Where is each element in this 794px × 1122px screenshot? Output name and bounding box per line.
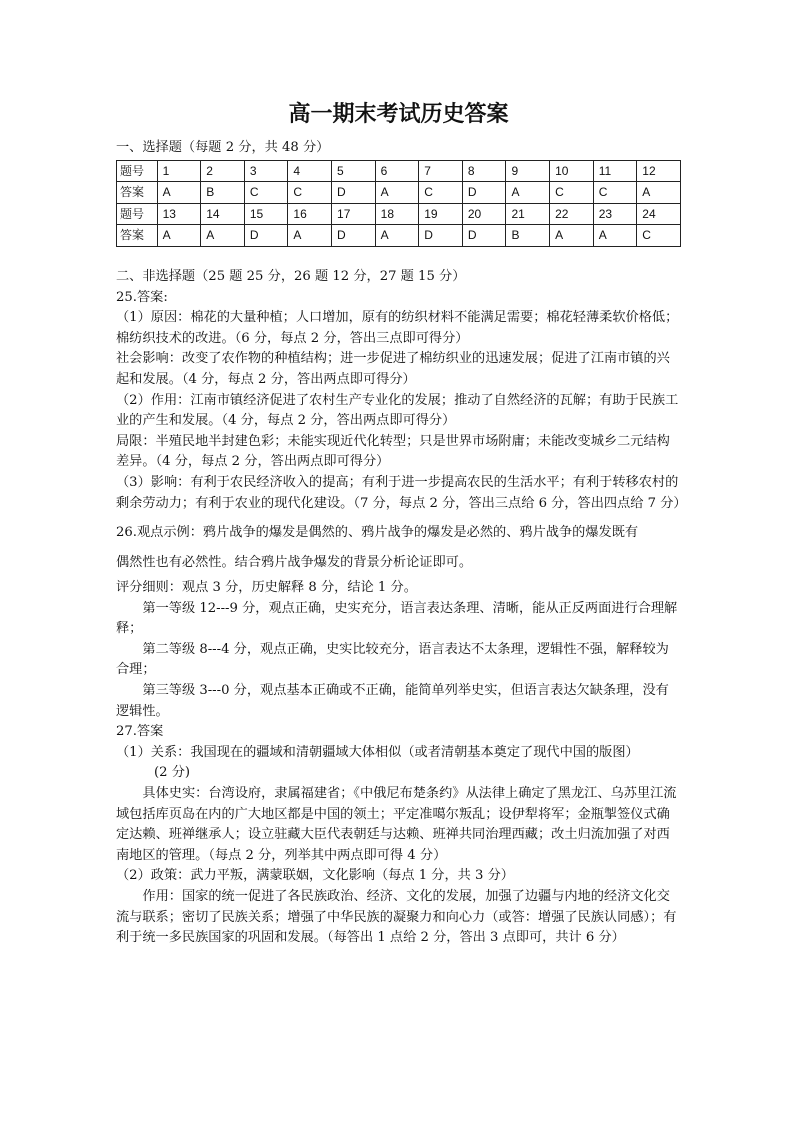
table-cell: A: [593, 225, 637, 247]
table-cell: C: [288, 182, 332, 204]
table-row-questions-1: [117, 160, 681, 182]
table-row-answers-1: [117, 182, 681, 204]
table-cell: 12: [637, 160, 681, 182]
table-cell: 23: [593, 203, 637, 225]
table-cell: D: [244, 225, 288, 247]
table-cell: A: [637, 182, 681, 204]
table-cell: 6: [375, 160, 419, 182]
answer-page: [116, 100, 687, 949]
table-cell: A: [288, 225, 332, 247]
q25-heading: 25.答案:: [116, 289, 168, 305]
table-cell: 18: [375, 203, 419, 225]
table-cell: B: [506, 225, 550, 247]
q26-level-2: 第二等级 8---4 分，观点正确，史实比较充分，语言表达不太条理，逻辑性不强，解释较为合理；: [116, 641, 669, 678]
table-cell: 17: [332, 203, 376, 225]
table-cell: C: [244, 182, 288, 204]
table-cell: B: [201, 182, 245, 204]
table-cell: 2: [201, 160, 245, 182]
row-label-answer: 答案: [117, 182, 158, 204]
table-cell: A: [506, 182, 550, 204]
q26-viewpoint-cont: 偶然性也有必然性。结合鸦片战争爆发的背景分析论证即可。: [116, 555, 473, 571]
table-cell: A: [550, 225, 594, 247]
q26-scoring: 评分细则：观点 3 分，历史解释 8 分，结论 1 分。: [116, 580, 417, 596]
q27-part2-role: 作用：国家的统一促进了各民族政治、经济、文化的发展，加强了边疆与内地的经济文化交流与联系；密切了民族关系；增强了中华民族的凝聚力和向心力（或答：增强了民族认同感）；有利于统一多民族国家的巩固和发展。（每答出 1 点给 2 分，答出 3 点即可，共计 6 分）: [116, 889, 677, 946]
table-cell: 4: [288, 160, 332, 182]
table-cell: 1: [157, 160, 201, 182]
table-cell: A: [157, 225, 201, 247]
table-cell: D: [462, 182, 506, 204]
table-cell: A: [201, 225, 245, 247]
q25-part2-role: （2）作用：江南市镇经济促进了农村生产专业化的发展；推动了自然经济的瓦解；有助于民族工业的产生和发展。（4 分，每点 2 分，答出两点即可得分）: [116, 392, 679, 429]
table-cell: 15: [244, 203, 288, 225]
q27-part1-relation: （1）关系：我国现在的疆域和清朝疆域大体相似（或者清朝基本奠定了现代中国的版图）: [116, 744, 639, 760]
table-cell: 21: [506, 203, 550, 225]
table-cell: C: [550, 182, 594, 204]
row-label-answer: 答案: [117, 225, 158, 247]
table-cell: D: [419, 225, 463, 247]
table-row-questions-2: [117, 203, 681, 225]
table-cell: A: [375, 225, 419, 247]
table-cell: 22: [550, 203, 594, 225]
table-cell: 20: [462, 203, 506, 225]
table-cell: 14: [201, 203, 245, 225]
table-cell: A: [157, 182, 201, 204]
row-label-question: 题号: [117, 160, 158, 182]
q25-part1-causes: （1）原因：棉花的大量种植；人口增加，原有的纺织材料不能满足需要；棉花轻薄柔软价格低；棉纺织技术的改进。（6 分，每点 2 分，答出三点即可得分）: [116, 310, 679, 346]
table-cell: 9: [506, 160, 550, 182]
table-cell: 3: [244, 160, 288, 182]
q27-part1-facts: 具体史实：台湾设府，隶属福建省；《中俄尼布楚条约》从法律上确定了黑龙江、乌苏里江流域包括库页岛在内的广大地区都是中国的领土；平定准噶尔叛乱；设伊犁将军；金瓶掣签仪式确定达赖、班禅继承人；设立驻藏大臣代表朝廷与达赖、班禅共同治理西藏；改土归流加强了对西南地区的管理。（每点 2 分，列举其中两点即可得 4 分）: [116, 786, 677, 863]
table-cell: C: [419, 182, 463, 204]
table-cell: C: [593, 182, 637, 204]
page-title: 高一期末考试历史答案: [288, 102, 509, 127]
table-cell: D: [332, 182, 376, 204]
answer-table: [116, 160, 681, 247]
table-cell: 16: [288, 203, 332, 225]
section-2-heading: 二、非选择题（25 题 25 分，26 题 12 分，27 题 15 分）: [116, 268, 466, 284]
q27-part1-score: (2 分): [154, 765, 191, 781]
table-cell: 13: [157, 203, 201, 225]
section-1-heading: 一、选择题（每题 2 分，共 48 分）: [116, 140, 330, 155]
table-cell: 19: [419, 203, 463, 225]
table-cell: 10: [550, 160, 594, 182]
table-cell: D: [332, 225, 376, 247]
table-cell: 8: [462, 160, 506, 182]
q27-heading: 27.答案: [116, 724, 164, 740]
table-cell: A: [375, 182, 419, 204]
q27-part2-policy: （2）政策：武力平叛，满蒙联姻，文化影响（每点 1 分，共 3 分）: [116, 868, 514, 884]
q25-part3-impact: （3）影响：有利于农民经济收入的提高；有利于进一步提高农民的生活水平；有利于转移农村的剩余劳动力；有利于农业的现代化建设。（7 分，每点 2 分，答出三点给 6 分，答出四点给 7 分）: [116, 474, 687, 511]
table-cell: C: [637, 225, 681, 247]
table-cell: 7: [419, 160, 463, 182]
q26-level-3: 第三等级 3---0 分，观点基本正确或不正确，能简单列举史实，但语言表达欠缺条理，没有逻辑性。: [116, 683, 669, 719]
table-cell: 24: [637, 203, 681, 225]
table-cell: 5: [332, 160, 376, 182]
q26-viewpoint: 26.观点示例：鸦片战争的爆发是偶然的、鸦片战争的爆发是必然的、鸦片战争的爆发既有: [116, 525, 639, 541]
table-row-answers-2: [117, 225, 681, 247]
table-cell: D: [462, 225, 506, 247]
table-cell: 11: [593, 160, 637, 182]
q25-part2-limits: 局限：半殖民地半封建色彩；未能实现近代化转型；只是世界市场附庸；未能改变城乡二元结构差异。（4 分，每点 2 分，答出两点即可得分）: [116, 433, 670, 470]
q26-level-1: 第一等级 12---9 分，观点正确，史实充分，语言表达条理、清晰，能从正反两面进行合理解释；: [116, 600, 678, 637]
row-label-question: 题号: [117, 203, 158, 225]
q25-part1-impact: 社会影响：改变了农作物的种植结构；进一步促进了棉纺织业的迅速发展；促进了江南市镇的兴起和发展。（4 分，每点 2 分，答出两点即可得分）: [116, 351, 670, 387]
